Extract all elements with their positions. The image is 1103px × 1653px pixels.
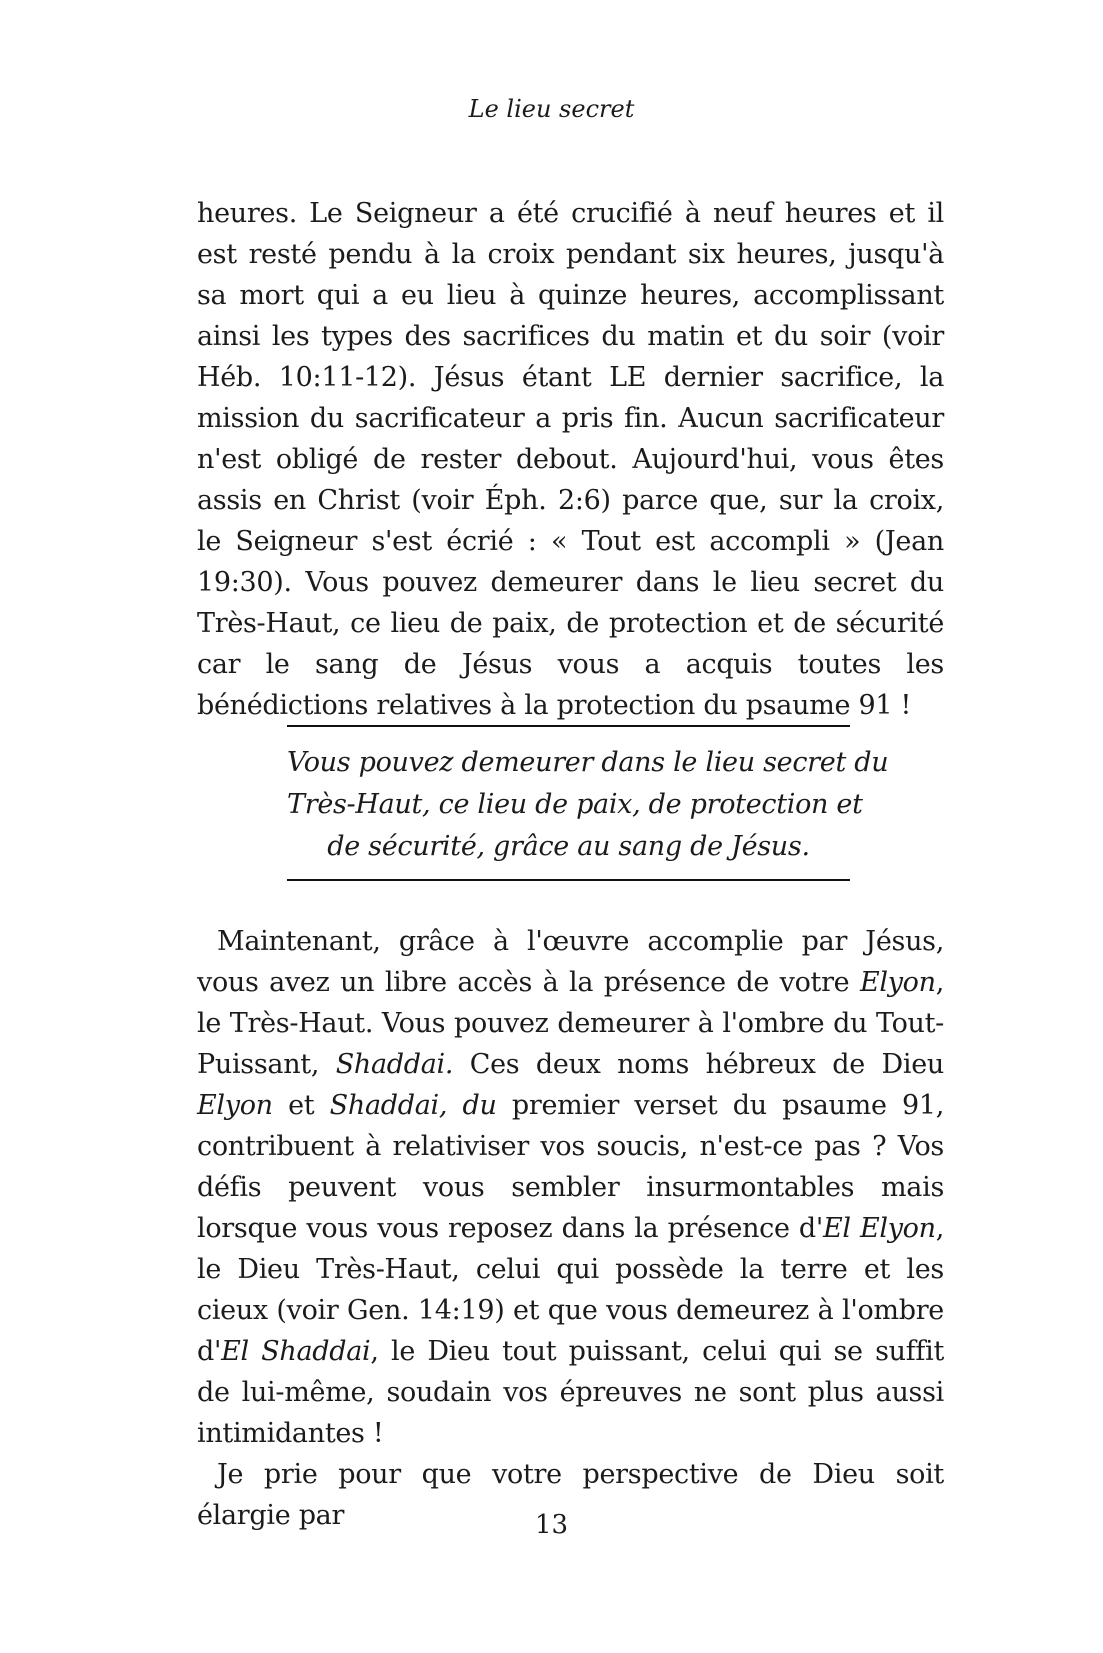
pull-quote-line-2: Très-Haut, ce lieu de paix, de protection et [287,789,863,820]
paragraph-text-segment: , le Dieu tout puissant, celui qui se suffit de lui-même, soudain vos épreuves ne sont plus aussi intimidantes ! [197,1336,944,1449]
pull-quote-rule-bottom [287,879,850,881]
paragraph-text-segment: , le Dieu Très-Haut, celui qui possède la terre et les cieux (voir Gen. 14:19) et que vous demeurez à l'ombre d' [197,1213,944,1367]
pull-quote-rule-top [287,725,850,727]
paragraph-continued: heures. Le Seigneur a été crucifié à neuf heures et il est resté pendu à la croix pendant six heures, jusqu'à sa mort qui a eu lieu à quinze heures, accomplissant ainsi les types des sacrifices du matin et du soir (voir Héb. 10:11-12). Jésus étant LE dernier sacrifice, la mission du sacrificateur a pris fin. Aucun sacrificateur n'est obligé de rester debout. Aujourd'hui, vous êtes assis en Christ (voir Éph. 2:6) parce que, sur la croix, le Seigneur s'est écrié : « Tout est accompli » (Jean 19:30). Vous pouvez demeurer dans le lieu secret du Très-Haut, ce lieu de paix, de protection et de sécurité car le sang de Jésus vous a acquis toutes les bénédictions relatives à la protection du psaume 91 ! [197,198,944,721]
hebrew-name-elyon: Elyon [197,1090,273,1121]
page-number: 13 [534,1510,569,1540]
pull-quote-line-3: de sécurité, grâce au sang de Jésus. [327,831,810,862]
paragraph-hebrew-names [197,921,944,1454]
hebrew-name-shaddai: Shaddai, du [329,1090,497,1121]
pull-quote [287,742,889,868]
body-text-top [197,193,944,726]
paragraph-text-segment: , le Très-Haut. Vous pouvez demeurer à l'ombre du Tout-Puissant, [197,967,944,1080]
running-header: Le lieu secret [468,95,635,123]
hebrew-name-elyon: Elyon [859,967,936,998]
pull-quote-line-1: Vous pouvez demeurer dans le lieu secret du [287,747,889,778]
paragraph-text-segment: premier verset du psaume 91, contribuent à relativiser vos soucis, n'est-ce pas ? Vos défis peuvent vous sembler insurmontables mais lorsque vous vous reposez dans la présence d' [197,1090,945,1244]
hebrew-name-el-shaddai: El Shaddai [221,1336,371,1367]
paragraph-prayer: Je prie pour que votre perspective de Dieu soit élargie par [197,1459,944,1531]
paragraph-text-segment: Maintenant, grâce à l'œuvre accomplie par Jésus, vous avez un libre accès à la présence de votre [197,926,944,998]
paragraph-text-segment: Ces deux noms hébreux de Dieu [453,1049,944,1080]
body-text-bottom [197,921,944,1536]
hebrew-name-el-elyon: El Elyon [822,1213,936,1244]
paragraph-text-segment: et [272,1090,330,1121]
hebrew-name-shaddai: Shaddai. [335,1049,454,1080]
